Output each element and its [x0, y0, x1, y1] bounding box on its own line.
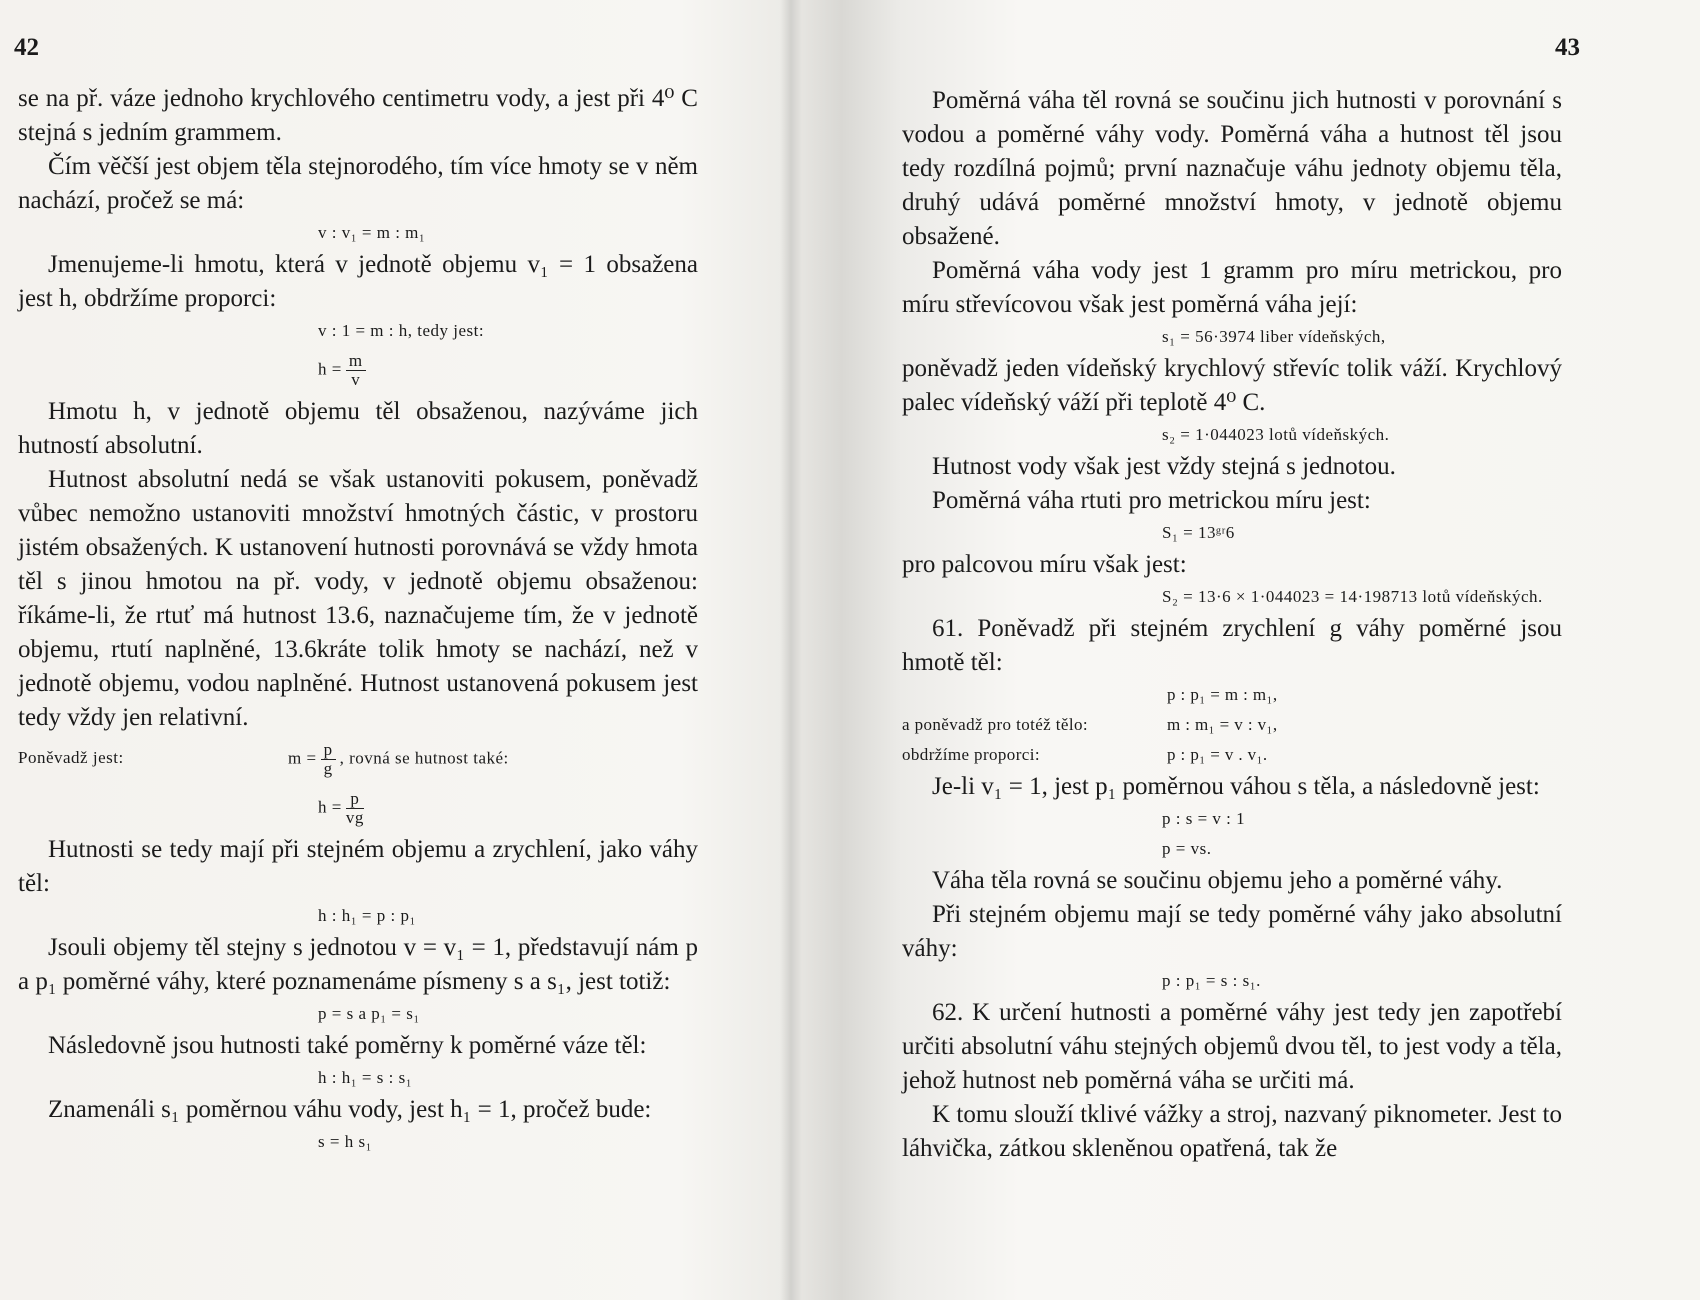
fraction-numerator: m — [346, 352, 366, 371]
page-number-right: 43 — [1555, 34, 1580, 61]
equation: s₂ = 1·044023 lotů vídeňských. — [1162, 425, 1390, 444]
paragraph: pro palcovou míru však jest: — [902, 551, 1187, 578]
paragraph: Poměrná váha vody jest 1 gramm pro míru metrickou, pro míru střevícovou však jest poměrná váha její: — [902, 257, 1562, 318]
paragraph: K tomu slouží tklivé vážky a stroj, nazvaný piknometer. Jest to láhvička, zátkou skleněnou opatřená, tak že — [902, 1101, 1562, 1162]
equation: s₁ = 56·3974 liber vídeňských, — [1162, 327, 1386, 346]
fraction — [346, 790, 364, 827]
paragraph: Čím věčší jest objem těla stejnorodého, tím více hmoty se v něm nachází, pročež se má: — [18, 153, 698, 214]
fraction-denominator: vg — [345, 808, 364, 827]
equation-row — [902, 740, 1562, 770]
equation: p : p₁ = v . v₁. — [1167, 745, 1268, 764]
paragraph: Jsouli objemy těl stejny s jednotou v = v₁ = 1, představují nám p a p₁ poměrné váhy, které poznamenáme písmeny s a s₁, jest totiž: — [18, 934, 698, 995]
paragraph: se na př. váze jednoho krychlového centimetru vody, a jest při 4⁰ C stejná s jedním grammem. — [18, 85, 698, 146]
equation-label — [902, 680, 1167, 710]
equation-lhs: m = — [288, 748, 317, 768]
equation-rhs: , rovná se hutnost také: — [339, 748, 509, 768]
equation-label: Poněvadž jest: — [18, 748, 124, 768]
right-page-text — [902, 84, 1562, 1166]
equation: p = vs. — [1162, 839, 1212, 858]
fraction-equation — [18, 735, 698, 784]
paragraph: Poměrná váha těl rovná se součinu jich hutnosti v porovnání s vodou a poměrné váhy vody. Poměrná váha a hutnost těl jsou tedy rozdílná pojmů; první naznačuje váhu jednoty objemu těla, druhý udává poměrné množství hmoty, v jednotě objemu obsažené. — [902, 87, 1562, 250]
fraction-denominator: g — [323, 759, 333, 778]
book-gutter — [780, 0, 802, 1300]
equation-row — [902, 680, 1562, 710]
equation: S₂ = 13·6 × 1·044023 = 14·198713 lotů vídeňských. — [1162, 587, 1543, 606]
fraction-numerator: p — [346, 790, 364, 809]
paragraph: Hutnost absolutní nedá se však ustanoviti pokusem, poněvadž vůbec nemožno ustanoviti množství hmotných částic, v prostoru jistém obsažených. K ustanovení hutnosti porovnává se vždy hmota těl s jinou hmotou na př. vody, v jednotě objemu obsaženou: říkáme-li, že rtuť má hutnost 13.6, naznačujeme tím, že v jednotě objemu, rtutí naplněné, 13.6kráte tolik hmoty se nachází, než v jednotě objemu, vodou naplněné. Hutnost ustanovená pokusem jest tedy vždy jen relativní. — [18, 466, 698, 731]
fraction-numerator: p — [321, 741, 336, 760]
fraction-equation — [18, 346, 698, 395]
equation: p : p₁ = m : m₁, — [1167, 685, 1278, 704]
equation: v : v₁ = m : m₁ — [318, 223, 426, 242]
paragraph: Při stejném objemu mají se tedy poměrné váhy jako absolutní váhy: — [902, 901, 1562, 962]
paragraph: Je-li v₁ = 1, jest p₁ poměrnou váhou s těla, a následovně jest: — [932, 773, 1540, 800]
equation-label: a poněvadž pro totéž tělo: — [902, 715, 1088, 734]
paragraph: 61. Poněvadž při stejném zrychlení g váhy poměrné jsou hmotě těl: — [902, 615, 1562, 676]
equation-label: obdržíme proporci: — [902, 745, 1040, 764]
fraction — [346, 352, 366, 389]
equation-lhs: h = — [318, 359, 342, 379]
equation: h : h₁ = p : p₁ — [318, 906, 416, 925]
paragraph: poněvadž jeden vídeňský krychlový střevíc tolik váží. Krychlový palec vídeňský váží při teplotě 4⁰ C. — [902, 355, 1562, 416]
paragraph: Znamenáli s₁ poměrnou váhu vody, jest h₁ = 1, pročež bude: — [48, 1096, 652, 1123]
equation: m : m₁ = v : v₁, — [1167, 715, 1278, 734]
equation: v : 1 = m : h, tedy jest: — [318, 321, 485, 340]
equation: h : h₁ = s : s₁ — [318, 1068, 413, 1087]
paragraph: 62. K určení hutnosti a poměrné váhy jest tedy jen zapotřebí určiti absolutní váhu stejných objemů dvou těl, to jest vody a těla, jehož hutnost neb poměrná váha se určiti má. — [902, 999, 1562, 1094]
equation: p : p₁ = s : s₁. — [1162, 971, 1261, 990]
page-number-left: 42 — [14, 34, 39, 61]
equation: S₁ = 13ᵍʳ6 — [1162, 523, 1235, 542]
equation: p : s = v : 1 — [1162, 809, 1246, 828]
left-page — [0, 0, 760, 1300]
fraction-equation — [18, 784, 698, 833]
equation: s = h s₁ — [318, 1132, 372, 1151]
equation-lhs: h = — [318, 797, 342, 817]
paragraph: Následovně jsou hutnosti také poměrny k poměrné váze těl: — [48, 1032, 647, 1059]
equation: p = s a p₁ = s₁ — [318, 1004, 420, 1023]
paragraph: Hutnost vody však jest vždy stejná s jednotou. — [932, 453, 1396, 480]
paragraph: Jmenujeme-li hmotu, která v jednotě objemu v₁ = 1 obsažena jest h, obdržíme proporci: — [18, 251, 698, 312]
equation-row — [902, 710, 1562, 740]
right-page — [860, 0, 1700, 1300]
left-page-text — [18, 82, 698, 1157]
paragraph: Hmotu h, v jednotě objemu těl obsaženou, nazýváme jich hutností absolutní. — [18, 398, 698, 459]
fraction — [321, 741, 336, 778]
fraction-denominator: v — [351, 370, 361, 389]
paragraph: Poměrná váha rtuti pro metrickou míru jest: — [932, 487, 1371, 514]
paragraph: Váha těla rovná se součinu objemu jeho a poměrné váhy. — [932, 867, 1503, 894]
paragraph: Hutnosti se tedy mají při stejném objemu a zrychlení, jako váhy těl: — [18, 836, 698, 897]
